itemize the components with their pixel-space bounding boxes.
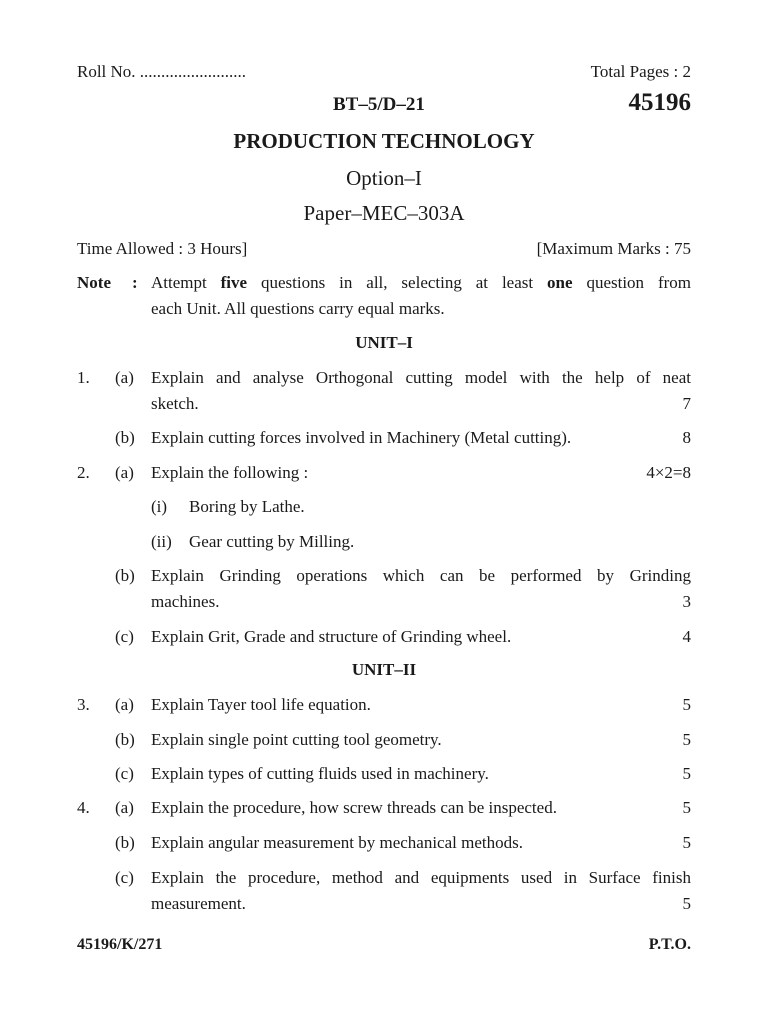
total-pages: Total Pages : 2 xyxy=(590,62,691,81)
footer-code: 45196/K/271 xyxy=(77,936,163,953)
question-text: Explain and analyse Orthogonal cutting model with the help of neat xyxy=(151,368,691,387)
sub-label: (b) xyxy=(115,730,135,749)
note-line-2: each Unit. All questions carry equal marks. xyxy=(151,299,445,318)
marks: 5 xyxy=(682,730,691,749)
question-text: Explain the following : xyxy=(151,463,309,482)
note-colon: : xyxy=(132,273,138,292)
exam-paper xyxy=(77,0,691,1024)
sub-label: (b) xyxy=(115,833,135,852)
marks: 5 xyxy=(682,894,691,913)
roman-label: (ii) xyxy=(151,532,172,551)
sub-label: (b) xyxy=(115,428,135,447)
question-number: 4. xyxy=(77,798,90,817)
sub-label: (a) xyxy=(115,463,134,482)
question-text: Explain angular measurement by mechanical methods. xyxy=(151,833,523,852)
question-text: machines. xyxy=(151,592,220,611)
question-text: Explain single point cutting tool geometry. xyxy=(151,730,442,749)
question-text: Boring by Lathe. xyxy=(189,497,305,516)
question-text: Explain types of cutting fluids used in machinery. xyxy=(151,764,489,783)
marks: 5 xyxy=(682,833,691,852)
roll-number: Roll No. ......................... xyxy=(77,62,247,81)
subject-title: PRODUCTION TECHNOLOGY xyxy=(233,129,535,153)
note-label: Note xyxy=(77,273,111,292)
marks: 5 xyxy=(682,798,691,817)
sub-label: (b) xyxy=(115,566,135,585)
unit-2-heading: UNIT–II xyxy=(351,660,417,679)
question-number: 3. xyxy=(77,695,90,714)
question-text: Explain the procedure, how screw threads can be inspected. xyxy=(151,798,557,817)
question-text: Explain the procedure, method and equipments used in Surface finish xyxy=(151,868,691,887)
marks: 3 xyxy=(682,592,691,611)
question-text: Explain Grit, Grade and structure of Grinding wheel. xyxy=(151,627,512,646)
marks: 4 xyxy=(682,627,691,646)
question-number: 2. xyxy=(77,463,90,482)
sub-label: (c) xyxy=(115,868,134,887)
sub-label: (a) xyxy=(115,798,134,817)
question-text: Explain Tayer tool life equation. xyxy=(151,695,371,714)
option-label: Option–I xyxy=(346,166,422,190)
sub-label: (c) xyxy=(115,764,134,783)
sub-label: (a) xyxy=(115,368,134,387)
question-text: Gear cutting by Milling. xyxy=(189,532,355,551)
question-text: sketch. xyxy=(151,394,199,413)
question-number: 1. xyxy=(77,368,90,387)
maximum-marks: [Maximum Marks : 75 xyxy=(536,239,691,258)
paper-label: Paper–MEC–303A xyxy=(303,201,465,225)
question-text: Explain cutting forces involved in Machinery (Metal cutting). xyxy=(151,428,572,447)
marks: 7 xyxy=(682,394,691,413)
question-text: Explain Grinding operations which can be performed by Grinding xyxy=(151,566,691,585)
sub-label: (c) xyxy=(115,627,134,646)
paper-code: BT–5/D–21 xyxy=(333,94,425,115)
paper-number: 45196 xyxy=(628,89,691,116)
note-line-1: Attempt five questions in all, selecting at least one question from xyxy=(151,273,692,292)
marks: 8 xyxy=(682,428,691,447)
sub-label: (a) xyxy=(115,695,134,714)
time-allowed: Time Allowed : 3 Hours] xyxy=(77,239,248,258)
unit-1-heading: UNIT–I xyxy=(355,333,413,352)
roman-label: (i) xyxy=(151,497,168,516)
please-turn-over: P.T.O. xyxy=(648,936,691,953)
marks: 5 xyxy=(682,695,691,714)
question-text: measurement. xyxy=(151,894,246,913)
marks: 5 xyxy=(682,764,691,783)
marks: 4×2=8 xyxy=(646,463,691,482)
